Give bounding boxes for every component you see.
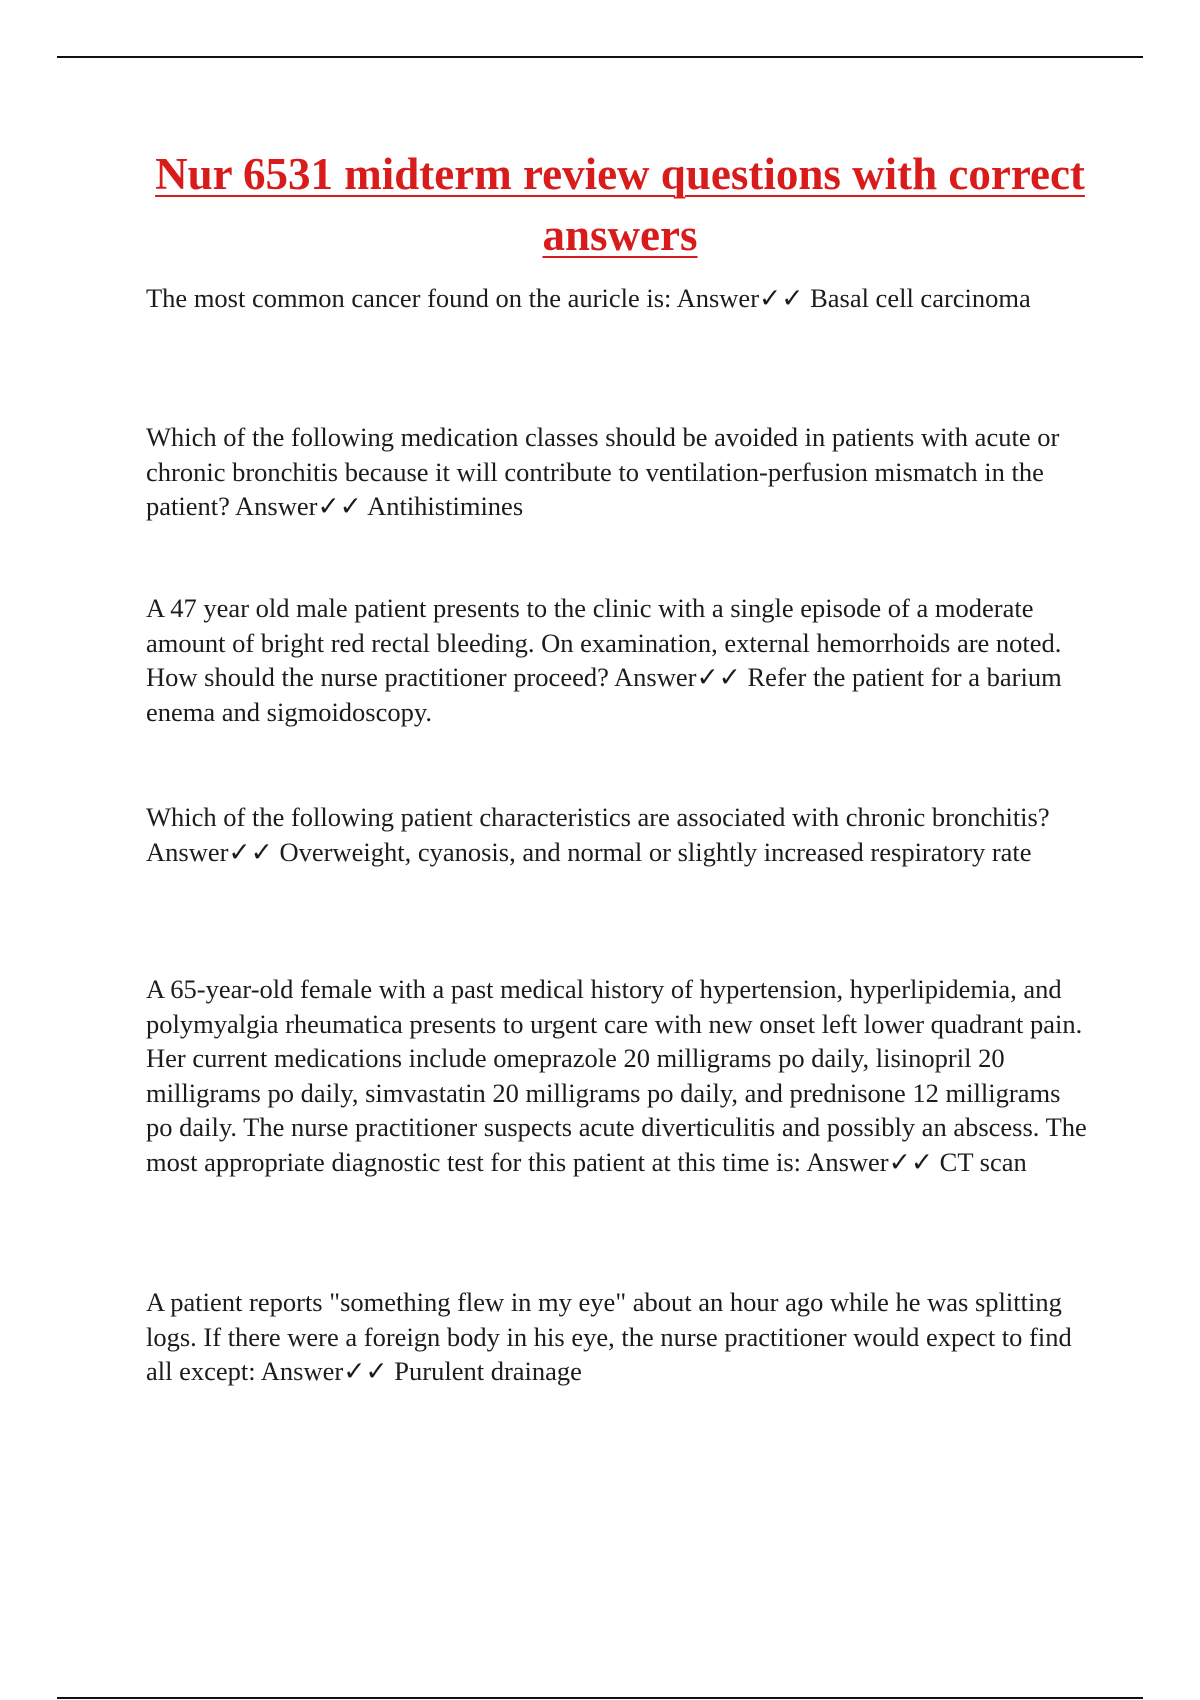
answer-marker: Answer✓✓ [676,283,804,313]
answer-text: Basal cell carcinoma [810,283,1031,313]
question-text: The most common cancer found on the auricle is: [146,283,672,313]
answer-marker: Answer✓✓ [146,836,273,867]
answer-text: Purulent drainage [394,1356,582,1386]
top-rule [57,56,1143,58]
answer-marker: Answer✓✓ [260,1356,388,1386]
qa-item-3 [146,591,1091,729]
answer-text: Overweight, cyanosis, and normal or slightly increased respiratory rate [279,836,1032,867]
question-text: A patient reports "something flew in my eye" about an hour ago while he was splitting logs. If there were a foreign body in his eye, the nurse practitioner would expect to find all except: [146,1287,1072,1386]
answer-marker: Answer✓✓ [235,491,362,521]
answer-marker: Answer✓✓ [614,662,741,692]
bottom-rule [57,1697,1143,1699]
question-text: A 65-year-old female with a past medical history of hypertension, hyperlipidemia, and polymyalgia rheumatica presents to urgent care with new onset left lower quadrant pain. Her current medications include omeprazole 20 milligrams po daily, lisinopril 20 milligrams po daily, simvastatin 20 milligrams po daily, and prednisone 12 milligrams po daily. The nurse practitioner suspects acute diverticulitis and possibly an abscess. The most appropriate diagnostic test for this patient at this time is: [146,974,1087,1177]
question-text: A 47 year old male patient presents to the clinic with a single episode of a moderate amount of bright red rectal bleeding. On examination, external hemorrhoids are noted. How should the nurse practitioner proceed? [146,593,1062,692]
answer-text: Refer the patient for a barium enema and sigmoidoscopy. [146,662,1062,727]
question-text: Which of the following medication classes should be avoided in patients with acute or chronic bronchitis because it will contribute to ventilation-perfusion mismatch in the patient? [146,422,1060,521]
qa-item-6 [146,1285,1091,1389]
qa-item-1 [146,281,1091,316]
answer-marker: Answer✓✓ [806,1146,934,1177]
answer-text: Antihistimines [367,491,524,521]
qa-item-4 [146,800,1091,869]
qa-item-2 [146,420,1091,524]
question-text: Which of the following patient characteristics are associated with chronic bronchitis? [146,802,1050,832]
qa-item-5 [146,972,1091,1179]
answer-text: CT scan [939,1146,1027,1177]
document-title: Nur 6531 midterm review questions with correct answers [155,149,1085,260]
